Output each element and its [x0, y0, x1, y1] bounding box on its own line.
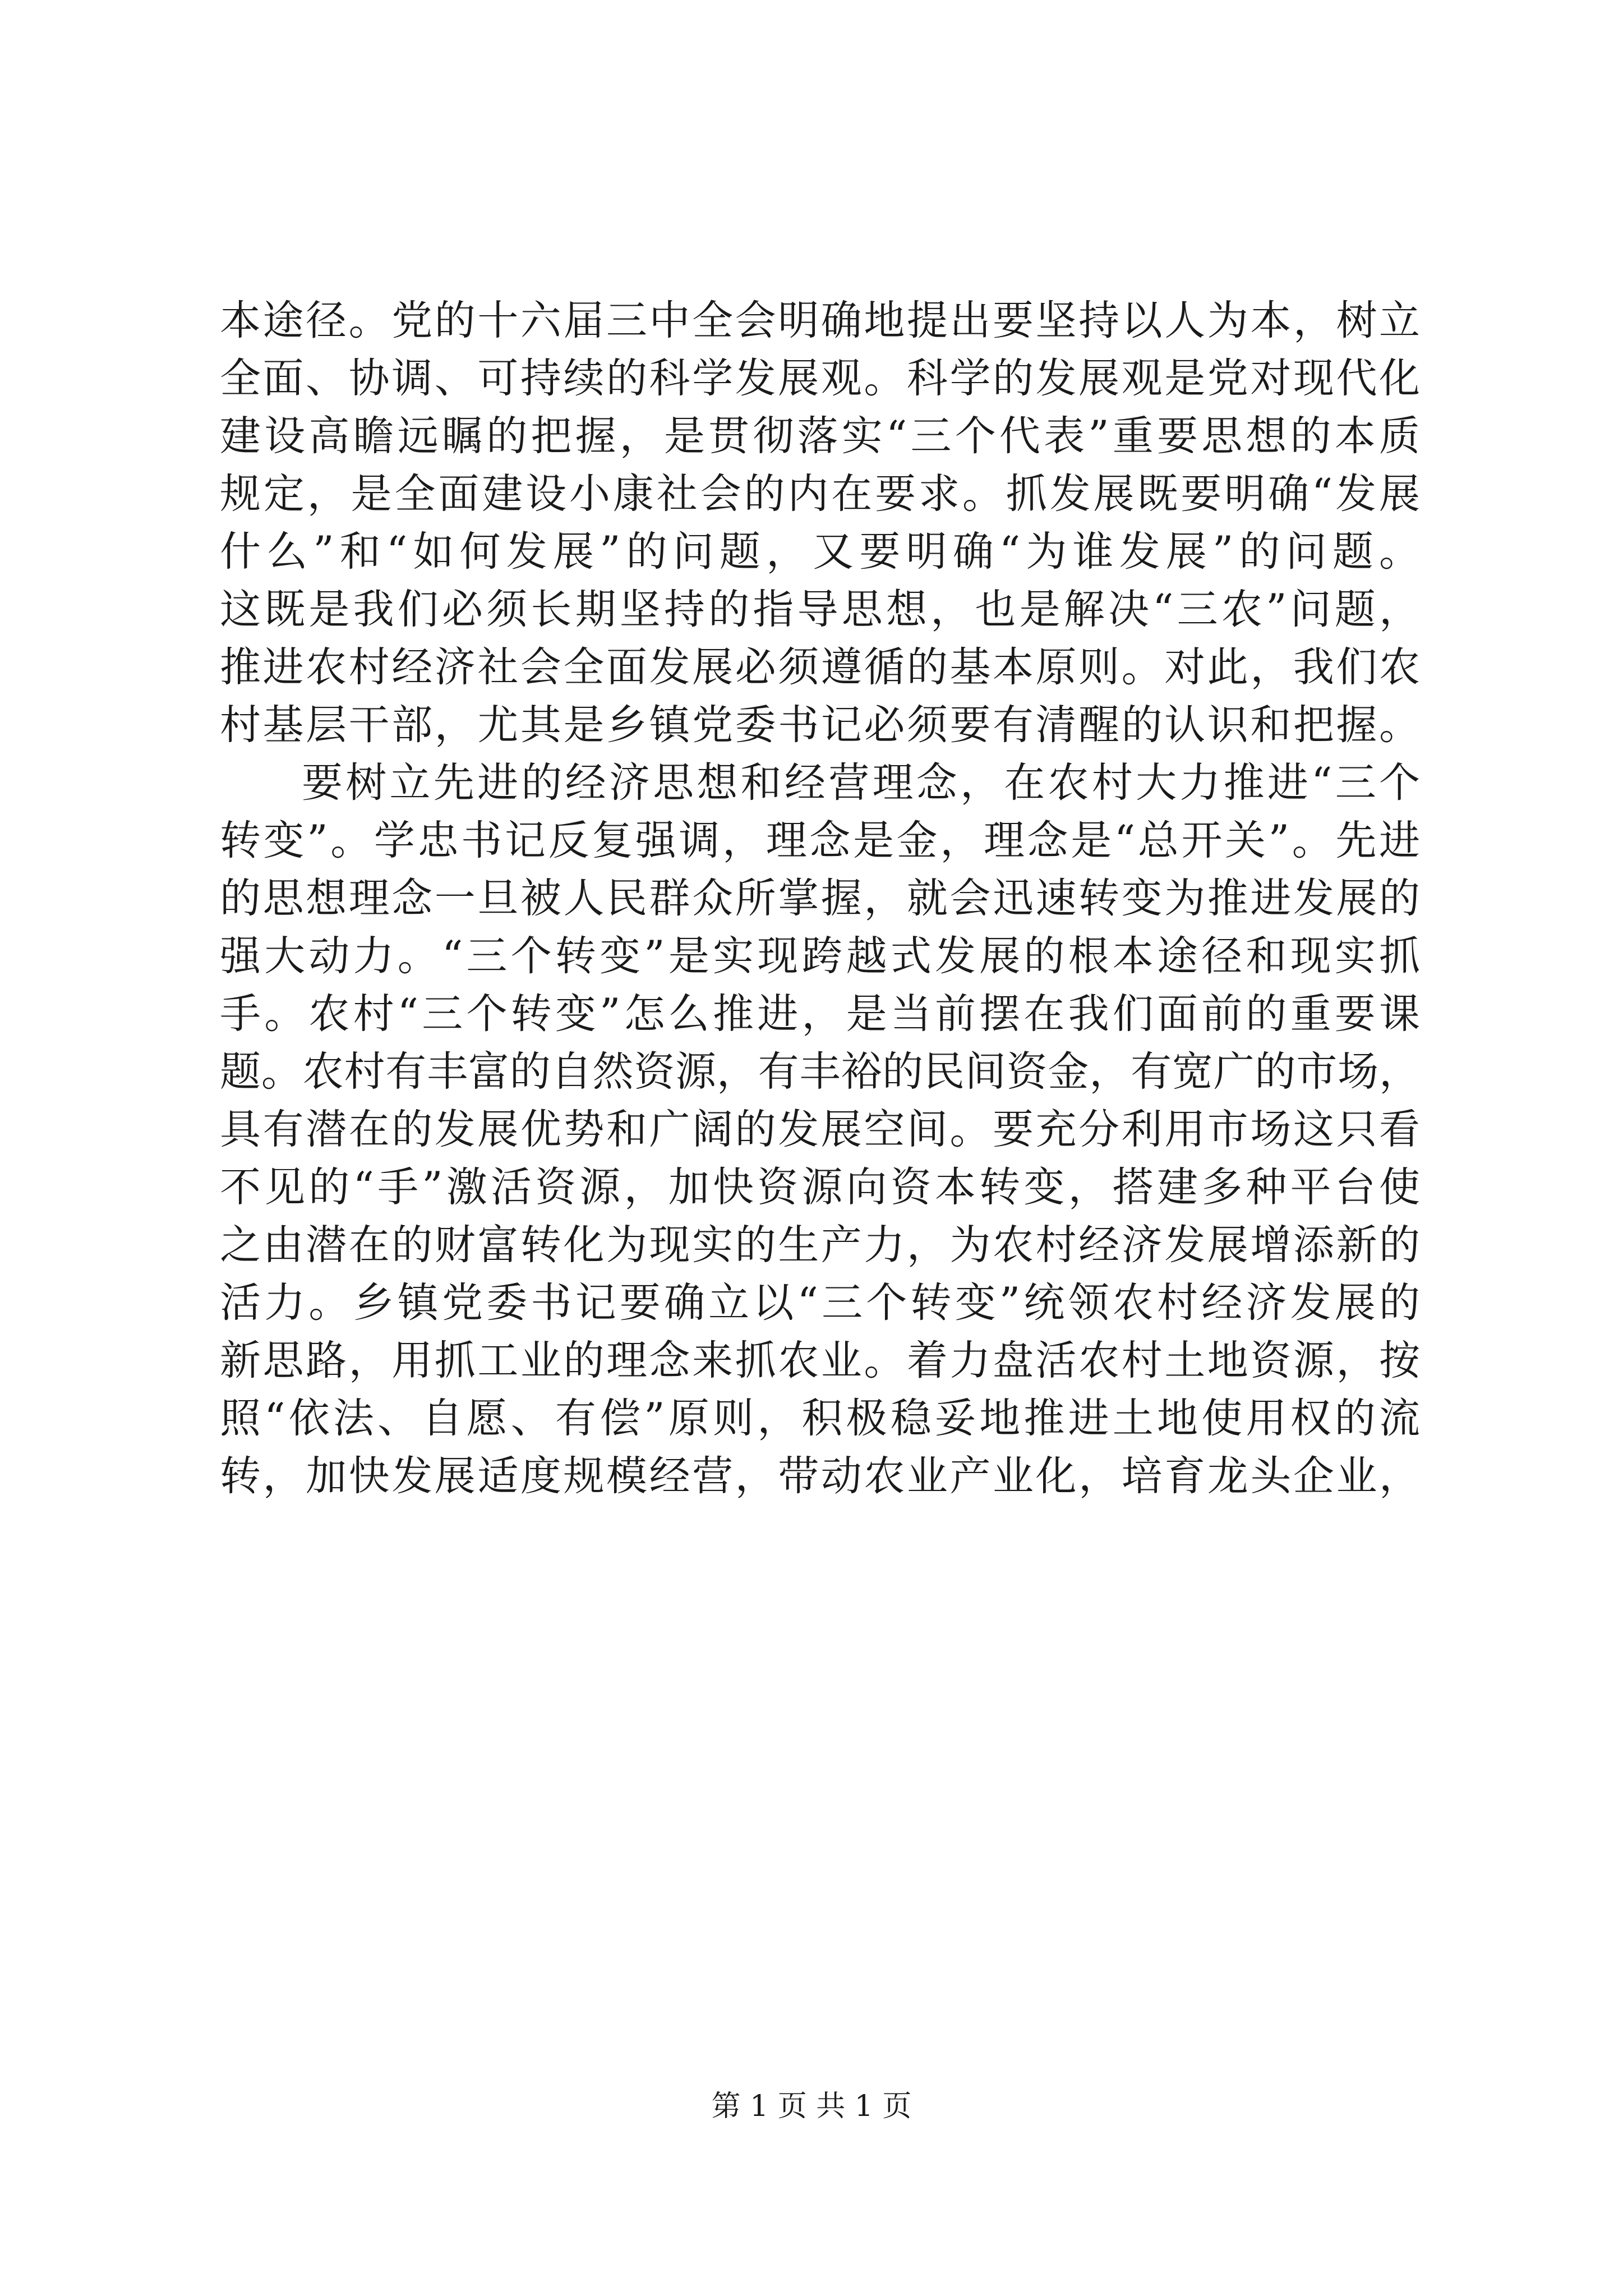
- text-line: 全面、协调、可持续的科学发展观。科学的发展观是党对现代化: [220, 355, 1420, 402]
- text-line: 转，加快发展适度规模经营，带动农业产业化，培育龙头企业，: [220, 1452, 1420, 1500]
- text-line: 的思想理念一旦被人民群众所掌握，就会迅速转变为推进发展的: [220, 875, 1420, 922]
- text-line: 建设高瞻远瞩的把握，是贯彻落实“三个代表”重要思想的本质: [220, 412, 1420, 460]
- text-line: 不见的“手”激活资源，加快资源向资本转变，搭建多种平台使: [220, 1163, 1420, 1211]
- text-line: 推进农村经济社会全面发展必须遵循的基本原则。对此，我们农: [220, 643, 1420, 691]
- text-line: 村基层干部，尤其是乡镇党委书记必须要有清醒的认识和把握。: [220, 701, 1420, 749]
- text-line: 本途径。党的十六届三中全会明确地提出要坚持以人为本，树立: [220, 297, 1420, 344]
- text-line: 活力。乡镇党委书记要确立以“三个转变”统领农村经济发展的: [220, 1279, 1420, 1327]
- page-number-footer: 第 1 页 共 1 页: [711, 2090, 912, 2123]
- text-line: 什么”和“如何发展”的问题，又要明确“为谁发展”的问题。: [220, 528, 1420, 576]
- text-line: 规定，是全面建设小康社会的内在要求。抓发展既要明确“发展: [220, 470, 1420, 518]
- text-line: 手。农村“三个转变”怎么推进，是当前摆在我们面前的重要课: [220, 990, 1420, 1038]
- text-line: 照“依法、自愿、有偿”原则，积极稳妥地推进土地使用权的流: [220, 1395, 1420, 1442]
- paragraph-1: [220, 292, 1420, 754]
- document-body: [220, 292, 1420, 1505]
- text-line: 强大动力。“三个转变”是实现跨越式发展的根本途径和现实抓: [220, 932, 1420, 980]
- paragraph-2: [220, 754, 1420, 1505]
- text-line: 转变”。学忠书记反复强调，理念是金，理念是“总开关”。先进: [220, 817, 1420, 864]
- text-line: 要树立先进的经济思想和经营理念，在农村大力推进“三个: [302, 759, 1420, 807]
- text-line: 这既是我们必须长期坚持的指导思想，也是解决“三农”问题，: [220, 586, 1420, 633]
- text-line: 新思路，用抓工业的理念来抓农业。着力盘活农村土地资源，按: [220, 1337, 1420, 1384]
- text-line: 题。农村有丰富的自然资源，有丰裕的民间资金，有宽广的市场，: [220, 1048, 1420, 1096]
- text-line: 具有潜在的发展优势和广阔的发展空间。要充分利用市场这只看: [220, 1106, 1420, 1153]
- text-line: 之由潜在的财富转化为现实的生产力，为农村经济发展增添新的: [220, 1221, 1420, 1269]
